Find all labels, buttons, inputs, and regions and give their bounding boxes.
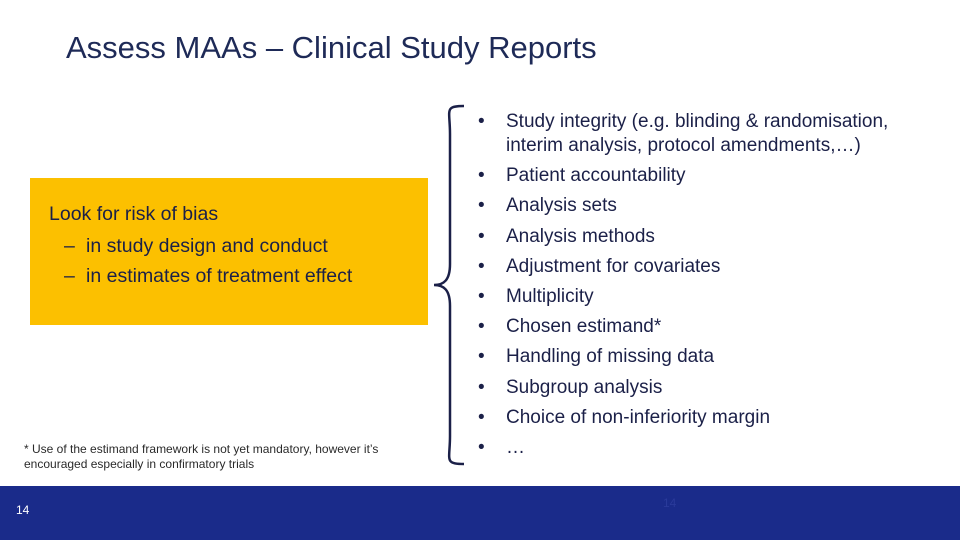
bullet-glyph: •	[478, 255, 485, 277]
footer-bar	[0, 486, 960, 540]
slide-title: Assess MAAs – Clinical Study Reports	[66, 30, 597, 65]
bullet-glyph: •	[478, 195, 485, 217]
left-brace-icon	[430, 104, 470, 466]
bullet-glyph: •	[478, 285, 485, 307]
list-item	[476, 194, 946, 218]
list-item	[476, 315, 946, 339]
bullet-glyph: •	[478, 316, 485, 338]
list-item-text: Analysis methods	[506, 225, 655, 247]
bullet-glyph: •	[478, 165, 485, 187]
bullet-glyph: •	[478, 346, 485, 368]
list-item	[476, 406, 946, 430]
box-heading: Look for risk of bias	[49, 203, 219, 225]
dash-glyph: –	[64, 235, 75, 257]
list-item-text: Subgroup analysis	[506, 376, 663, 398]
list-item-text: Patient accountability	[506, 165, 686, 187]
list-item	[476, 255, 946, 279]
list-item-text: Handling of missing data	[506, 346, 715, 368]
list-item	[476, 164, 946, 188]
list-item	[476, 345, 946, 369]
list-item-text: Adjustment for covariates	[506, 255, 721, 277]
page-number-center: 14	[663, 496, 677, 510]
estimand-footnote: * Use of the estimand framework is not yet mandatory, however it’s encouraged especially in confirmatory trials	[24, 442, 379, 471]
bullet-glyph: •	[478, 111, 485, 132]
box-item	[64, 265, 352, 288]
list-item-text: Multiplicity	[506, 285, 594, 307]
bullet-glyph: •	[478, 225, 485, 247]
bullet-glyph: •	[478, 436, 485, 458]
list-item-text: …	[506, 436, 525, 458]
list-item	[476, 110, 946, 158]
list-item-text: Analysis sets	[506, 195, 617, 217]
list-item	[476, 436, 946, 460]
list-item	[476, 285, 946, 309]
list-item-text: Chosen estimand*	[506, 316, 662, 338]
dash-glyph: –	[64, 265, 75, 287]
list-item	[476, 376, 946, 400]
assessment-checklist	[476, 110, 946, 466]
list-item	[476, 225, 946, 249]
list-item-text: Study integrity (e.g. blinding & randomisation, interim analysis, protocol amendments,…)	[506, 111, 889, 156]
box-item	[64, 235, 328, 258]
page-number: 14	[16, 503, 30, 517]
box-item-text: in study design and conduct	[86, 235, 328, 257]
list-item-text: Choice of non-inferiority margin	[506, 406, 771, 428]
risk-of-bias-box	[30, 178, 428, 325]
bullet-glyph: •	[478, 406, 485, 428]
box-item-text: in estimates of treatment effect	[86, 265, 353, 287]
bullet-glyph: •	[478, 376, 485, 398]
